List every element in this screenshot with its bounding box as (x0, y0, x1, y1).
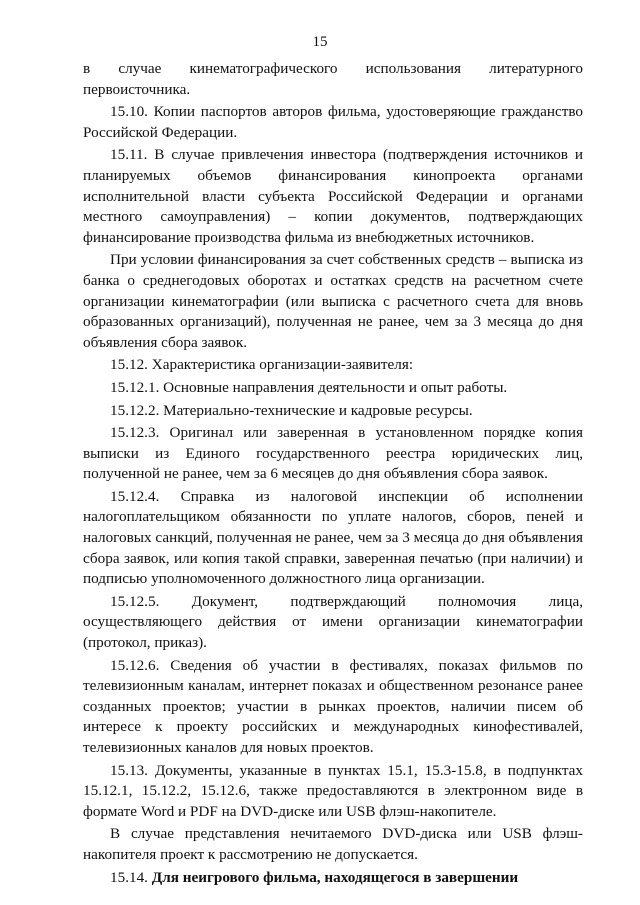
paragraph-15-14-bold-text: Для неигрового фильма, находящегося в завершении (151, 868, 519, 886)
paragraph-15-12-6: 15.12.6. Сведения об участии в фестивалях, показах фильмов по телевизионным каналам, интернет показах и общественном резонансе ранее созданных проектов; участии в рынках проектов, наличии писем об интересе к проекту российских и международных кинофестивалей, телевизионных каналов для новых проектов. (83, 656, 583, 756)
paragraph-15-13: 15.13. Документы, указанные в пунктах 15.1, 15.3-15.8, в подпунктах 15.12.1, 15.12.2, 15.12.6, также предоставляются в электронном виде в формате Word и PDF на DVD-диске или USB флэш-накопителе. (83, 761, 583, 820)
paragraph-15-12-2: 15.12.2. Материально-технические и кадровые ресурсы. (110, 401, 473, 419)
paragraph-15-12-5: 15.12.5. Документ, подтверждающий полномочия лица, осуществляющего действия от имени организации кинематографии (протокол, приказ). (83, 592, 583, 652)
paragraph-15-14-number: 15.14. (110, 868, 148, 886)
paragraph-15-14 (83, 868, 583, 889)
paragraph-15-12-1: 15.12.1. Основные направления деятельности и опыт работы. (110, 378, 508, 396)
paragraph-15-10: 15.10. Копии паспортов авторов фильма, удостоверяющие гражданство Российской Федерации. (83, 103, 583, 141)
paragraph-unreadable-media: В случае представления нечитаемого DVD-диска или USB флэш-накопителя проект к рассмотрению не допускается. (83, 825, 583, 863)
paragraph-15-12-4: 15.12.4. Справка из налоговой инспекции об исполнении налогоплательщиком обязанности по уплате налогов, сборов, пеней и налоговых санкций, полученная не ранее, чем за 3 месяца до дня объявления сбора заявок, или копия такой справки, заверенная печатью (при наличии) и подписью уполномоченного должностного лица организации. (83, 487, 583, 588)
paragraph-15-11: 15.11. В случае привлечения инвестора (подтверждения источников и планируемых объемов финансирования кинопроекта органами исполнительной власти субъекта Российской Федерации и органами местного самоуправления) – копии документов, подтверждающих финансирование производства фильма из внебюджетных источников. (83, 146, 583, 246)
paragraph-own-funds: При условии финансирования за счет собственных средств – выписка из банка о среднегодовых оборотах и остатках средств на расчетном счете организации кинематографии (или выписка с расчетного счета для вновь образованных организаций), полученная не ранее, чем за 3 месяца до дня объявления сбора заявок. (83, 251, 583, 351)
paragraph-continuation: в случае кинематографического использования литературного первоисточника. (83, 60, 583, 98)
paragraph-15-12-3: 15.12.3. Оригинал или заверенная в установленном порядке копия выписки из Единого государственного реестра юридических лиц, полученной не ранее, чем за 6 месяцев до дня объявления сбора заявок. (83, 424, 583, 483)
document-body (83, 59, 583, 888)
page-number: 15 (312, 34, 328, 50)
paragraph-15-12: 15.12. Характеристика организации-заявителя: (110, 356, 414, 374)
